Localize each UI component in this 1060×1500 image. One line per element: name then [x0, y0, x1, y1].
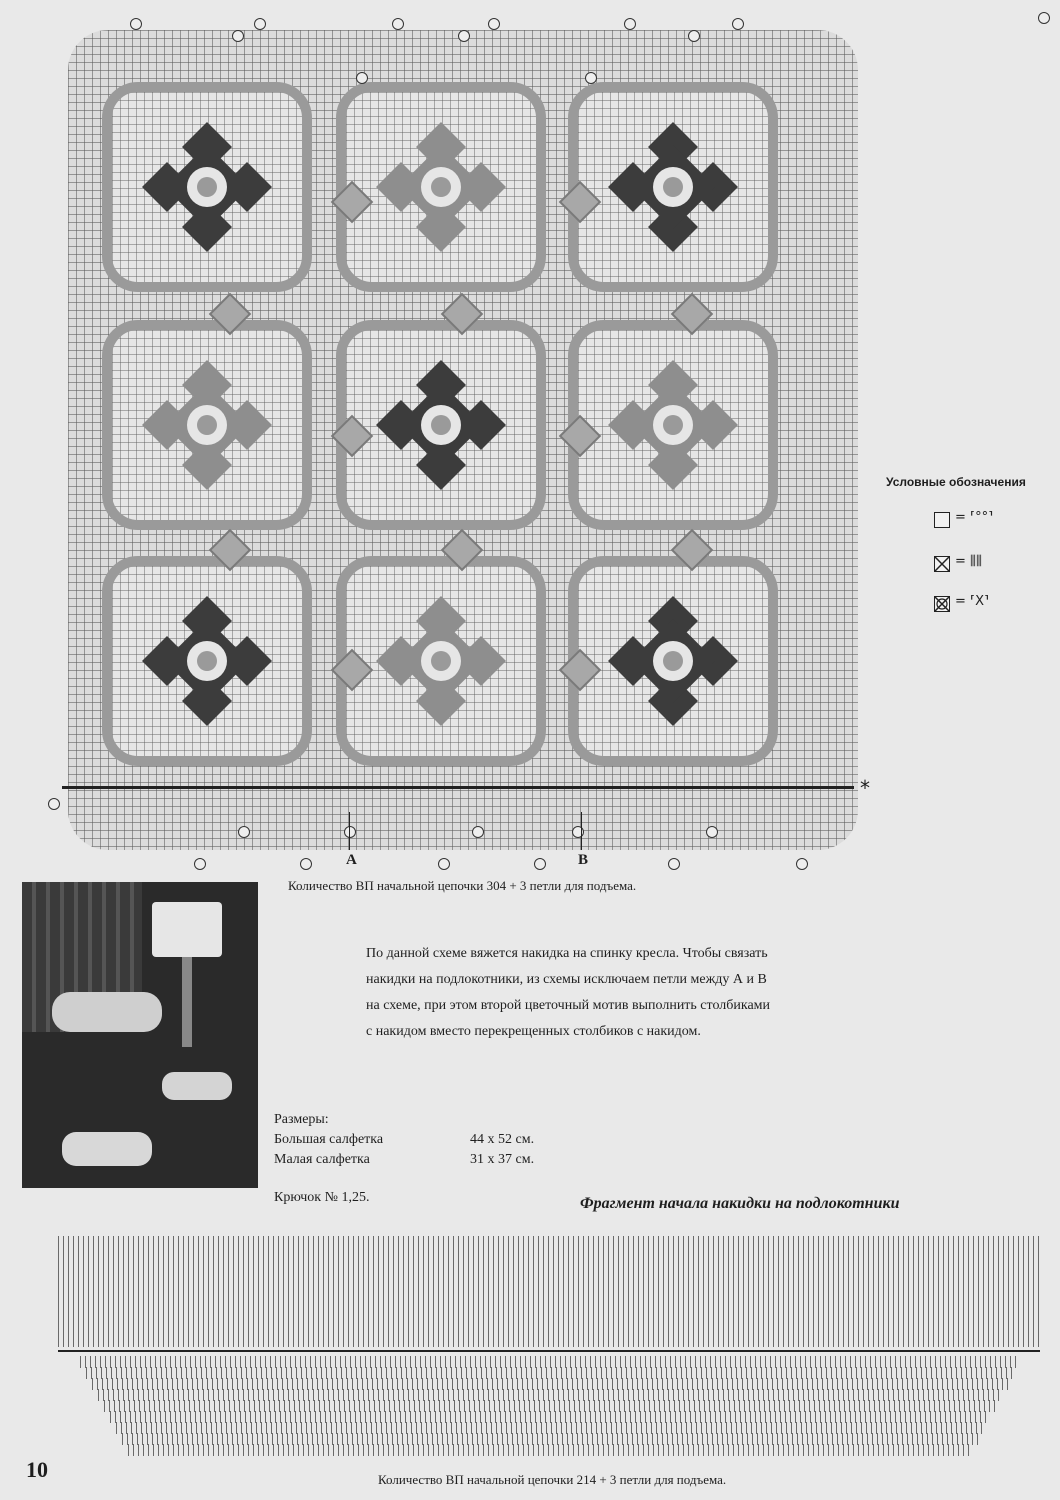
row-marker-icon [48, 798, 60, 810]
legend-item-2: = ⫼⫼ [955, 554, 982, 569]
sizes-large-label: Большая салфетка [274, 1132, 384, 1147]
lamp-shade [152, 902, 222, 957]
flower-motif [568, 556, 778, 766]
row-marker-icon [732, 18, 744, 30]
chair-back-doily [52, 992, 162, 1032]
row-marker-icon [344, 826, 356, 838]
flower-motif [336, 556, 546, 766]
armrest-doily-1 [162, 1072, 232, 1100]
row-marker-icon [796, 858, 808, 870]
row-marker-icon [194, 858, 206, 870]
row-marker-icon [472, 826, 484, 838]
legend-item-3: = ⸢X⸣ [955, 594, 990, 609]
flower-icon [132, 586, 282, 736]
empty-square-icon [934, 512, 950, 528]
flower-motif [102, 556, 312, 766]
fragment-start-chain-note: Количество ВП начальной цепочки 214 + 3 петли для подъема. [378, 1472, 727, 1487]
row-marker-icon [238, 826, 250, 838]
sizes-small-label: Малая салфетка [274, 1152, 370, 1167]
row-marker-icon [458, 30, 470, 42]
hook-size: Крючок № 1,25. [274, 1190, 370, 1205]
row-marker-icon [300, 858, 312, 870]
flower-icon [366, 586, 516, 736]
sizes-heading: Размеры: [274, 1112, 329, 1127]
flower-icon [366, 350, 516, 500]
fragment-title: Фрагмент начала накидки на подлокотники [580, 1195, 900, 1212]
flower-motif [336, 320, 546, 530]
description-line-1: По данной схеме вяжется накидка на спинку кресла. Чтобы связать [366, 946, 768, 961]
flower-icon [598, 586, 748, 736]
row-marker-icon [706, 826, 718, 838]
row-marker-icon [688, 30, 700, 42]
armrest-doily-2 [62, 1132, 152, 1166]
row-marker-icon [585, 72, 597, 84]
row-marker-icon [488, 18, 500, 30]
description-line-4: с накидом вместо перекрещенных столбиков с накидом. [366, 1024, 701, 1039]
flower-motif [568, 320, 778, 530]
description-line-3: на схеме, при этом второй цветочный мотив выполнить столбиками [366, 998, 771, 1013]
row-marker-icon [624, 18, 636, 30]
sizes-large-value: 44 х 52 см. [470, 1132, 535, 1147]
armchair-photo [22, 882, 258, 1188]
row-marker-icon [668, 858, 680, 870]
legend-title: Условные обозначения [886, 475, 1026, 489]
description-line-2: накидки на подлокотники, из схемы исключаем петли между А и В [366, 972, 767, 987]
page-number: 10 [26, 1457, 48, 1482]
row-marker-icon [130, 18, 142, 30]
row-marker-icon [392, 18, 404, 30]
row-marker-icon [572, 826, 584, 838]
flower-icon [598, 112, 748, 262]
fragment-edge-row [128, 1444, 972, 1456]
arrow-b [581, 812, 582, 850]
crossed-square-icon [934, 556, 950, 572]
flower-icon [132, 112, 282, 262]
row-marker-icon [534, 858, 546, 870]
flower-motif [336, 82, 546, 292]
lamp-stand [182, 957, 192, 1047]
label-b: B [578, 852, 589, 868]
row-marker-icon [356, 72, 368, 84]
label-a: A [346, 852, 357, 868]
row-marker-icon [254, 18, 266, 30]
flower-motif [102, 320, 312, 530]
row-marker-icon [438, 858, 450, 870]
flower-icon [366, 112, 516, 262]
legend-item-1: = ⸢°°⸣ [955, 510, 994, 525]
baseline-asterisk: * [860, 776, 870, 800]
arrow-a [349, 812, 350, 850]
chart-start-chain-note: Количество ВП начальной цепочки 304 + 3 петли для подъема. [288, 878, 637, 893]
flower-motif [568, 82, 778, 292]
chart-baseline [62, 786, 854, 789]
flower-icon [132, 350, 282, 500]
fragment-baseline [58, 1350, 1040, 1352]
crossed-circle-square-icon [934, 596, 950, 612]
fragment-stitch-row [58, 1335, 1040, 1347]
sizes-small-value: 31 х 37 см. [470, 1152, 535, 1167]
row-marker-icon [1038, 12, 1050, 24]
row-marker-icon [232, 30, 244, 42]
flower-motif [102, 82, 312, 292]
flower-icon [598, 350, 748, 500]
